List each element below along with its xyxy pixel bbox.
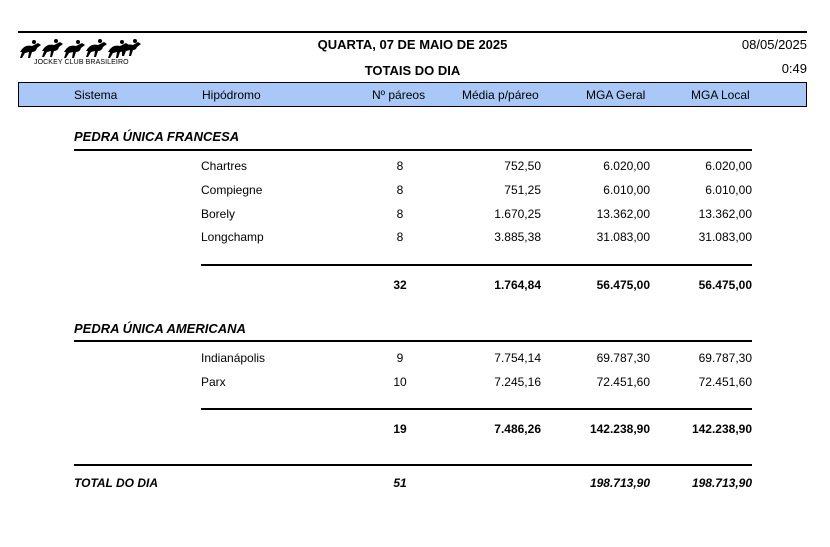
total-rule bbox=[74, 464, 752, 466]
col-pareos: Nº páreos bbox=[372, 88, 426, 102]
total-mga-geral: 198.713,90 bbox=[589, 476, 650, 490]
column-header-bar bbox=[18, 82, 807, 107]
section-title: PEDRA ÚNICA FRANCESA bbox=[74, 129, 240, 144]
total-pareos: 51 bbox=[393, 476, 407, 490]
report-subtitle: TOTAIS DO DIA bbox=[364, 63, 461, 78]
subtotal-pareos: 19 bbox=[393, 422, 407, 436]
mga-geral-cell: 31.083,00 bbox=[596, 230, 650, 244]
section-rule bbox=[74, 149, 752, 151]
subtotal-media: 7.486,26 bbox=[494, 422, 541, 436]
logo-text: JOCKEY CLUB BRASILEIRO bbox=[34, 59, 129, 66]
section-title: PEDRA ÚNICA AMERICANA bbox=[74, 321, 246, 336]
pareos-cell: 8 bbox=[396, 230, 404, 244]
pareos-cell: 8 bbox=[396, 183, 404, 197]
mga-local-cell: 72.451,60 bbox=[698, 375, 752, 389]
pareos-cell: 8 bbox=[396, 207, 404, 221]
hipodromo-cell: Indianápolis bbox=[201, 351, 266, 365]
mga-local-cell: 6.020,00 bbox=[705, 159, 752, 173]
mga-local-cell: 6.010,00 bbox=[705, 183, 752, 197]
report-time: 0:49 bbox=[781, 61, 807, 76]
subtotal-mga-local: 56.475,00 bbox=[698, 278, 752, 292]
report-title: QUARTA, 07 DE MAIO DE 2025 bbox=[317, 37, 508, 52]
hipodromo-cell: Parx bbox=[201, 375, 226, 389]
subtotal-pareos: 32 bbox=[393, 278, 407, 292]
media-cell: 1.670,25 bbox=[494, 207, 541, 221]
subtotal-rule bbox=[201, 264, 752, 266]
pareos-cell: 9 bbox=[396, 351, 404, 365]
col-mga-local: MGA Local bbox=[691, 88, 750, 102]
subtotal-mga-geral: 56.475,00 bbox=[596, 278, 650, 292]
mga-geral-cell: 13.362,00 bbox=[596, 207, 650, 221]
mga-local-cell: 69.787,30 bbox=[698, 351, 752, 365]
mga-geral-cell: 6.010,00 bbox=[603, 183, 650, 197]
col-sistema: Sistema bbox=[74, 88, 118, 102]
section-rule bbox=[74, 340, 752, 342]
pareos-cell: 8 bbox=[396, 159, 404, 173]
hipodromo-cell: Compiegne bbox=[201, 183, 263, 197]
col-hipodromo: Hipódromo bbox=[202, 88, 261, 102]
jockey-club-logo bbox=[18, 38, 142, 70]
mga-geral-cell: 72.451,60 bbox=[596, 375, 650, 389]
col-media: Média p/páreo bbox=[462, 88, 539, 102]
top-rule bbox=[18, 31, 807, 33]
report-date: 08/05/2025 bbox=[741, 37, 807, 52]
mga-local-cell: 31.083,00 bbox=[698, 230, 752, 244]
subtotal-mga-local: 142.238,90 bbox=[691, 422, 752, 436]
subtotal-mga-geral: 142.238,90 bbox=[589, 422, 650, 436]
col-mga-geral: MGA Geral bbox=[586, 88, 646, 102]
total-label: TOTAL DO DIA bbox=[74, 476, 158, 490]
media-cell: 3.885,38 bbox=[494, 230, 541, 244]
hipodromo-cell: Longchamp bbox=[201, 230, 264, 244]
media-cell: 751,25 bbox=[504, 183, 541, 197]
media-cell: 7.754,14 bbox=[494, 351, 541, 365]
pareos-cell: 10 bbox=[393, 375, 407, 389]
total-mga-local: 198.713,90 bbox=[691, 476, 752, 490]
mga-local-cell: 13.362,00 bbox=[698, 207, 752, 221]
horses-icon bbox=[18, 38, 142, 60]
media-cell: 752,50 bbox=[504, 159, 541, 173]
mga-geral-cell: 69.787,30 bbox=[596, 351, 650, 365]
media-cell: 7.245,16 bbox=[494, 375, 541, 389]
subtotal-media: 1.764,84 bbox=[494, 278, 541, 292]
subtotal-rule bbox=[201, 408, 752, 410]
hipodromo-cell: Chartres bbox=[201, 159, 248, 173]
hipodromo-cell: Borely bbox=[201, 207, 236, 221]
mga-geral-cell: 6.020,00 bbox=[603, 159, 650, 173]
